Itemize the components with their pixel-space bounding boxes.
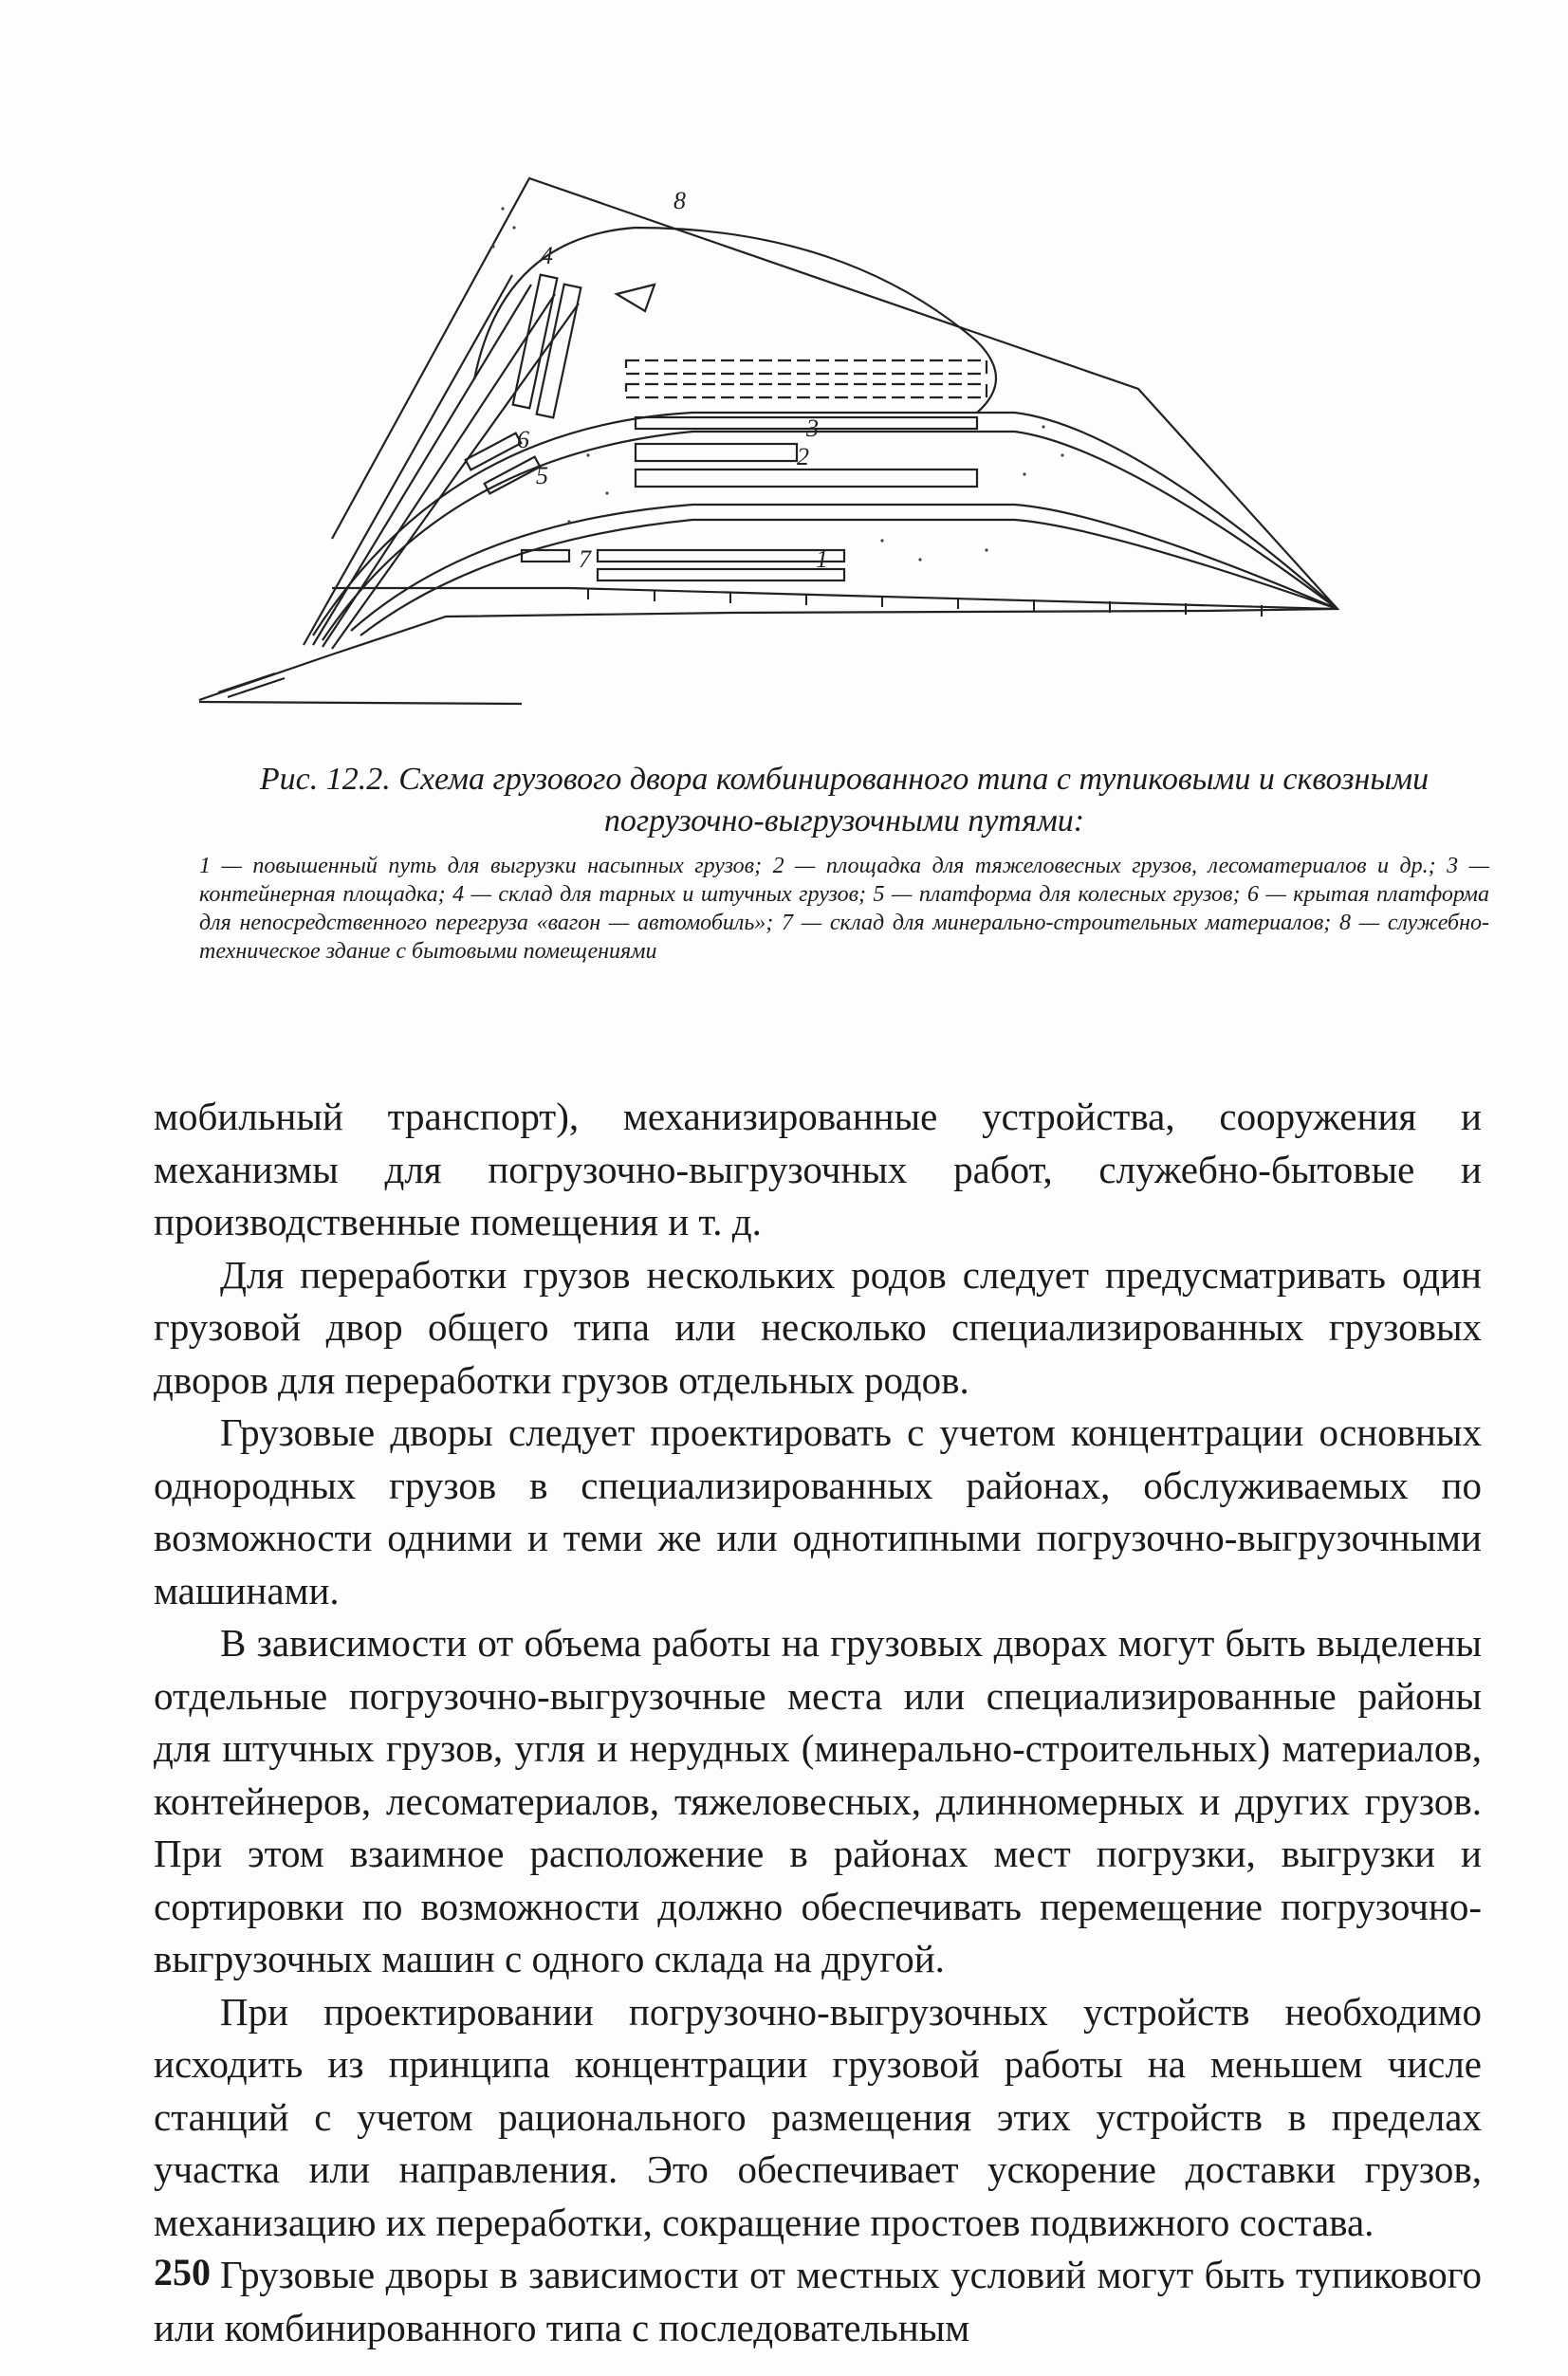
marker-8: 8 <box>673 187 686 214</box>
marker-7: 7 <box>579 545 591 573</box>
paragraph-1: мобильный транспорт), механизированные устройства, сооружения и механизмы для погрузочно-выгрузочных работ, служебно-бытовые и производственные помещения и т. д. <box>154 1095 1482 1243</box>
platform-2-a <box>636 444 797 461</box>
platform-2-b <box>636 470 977 487</box>
paragraph-5: При проектировании погрузочно-выгрузочных устройств необходимо исходить из принципа концентрации грузовой работы на меньшем числе станций с учетом рационального размещения этих устройств в пределах участка или направления. Это обеспечивает ускорение доставки грузов, механизацию их переработки, сокращение простоев подвижного состава. <box>154 1989 1482 2244</box>
figure-caption <box>194 759 1494 842</box>
figure-label: Рис. 12.2. <box>259 762 391 797</box>
paragraph-3: Грузовые дворы следует проектировать с учетом концентрации основных однородных грузов в специализированных районах, обслуживаемых по возможности одними и теми же или однотипными погрузочно-выгрузочными машинами. <box>154 1410 1482 1612</box>
paragraph-2: Для переработки грузов нескольких родов следует предусматривать один грузовой двор общего типа или несколько специализированных грузовых дворов для переработки грузов отдельных родов. <box>154 1252 1482 1402</box>
entry-track-hatch <box>218 673 285 697</box>
marker-2: 2 <box>797 443 809 470</box>
freight-yard-scheme <box>161 142 1470 711</box>
marker-5: 5 <box>536 462 548 489</box>
paragraph-4: В зависимости от объема работы на грузовых дворах могут быть выделены отдельные погрузочно-выгрузочные места или специализированные районы для штучных грузов, угля и нерудных (минерально-строительных) материалов, контейнеров, лесоматериалов, тяжеловесных, длинномерных и других грузов. При этом взаимное расположение в районах мест погрузки, выгрузки и сортировки по возможности должно обеспечивать перемещение погрузочно-выгрузочных машин с одного склада на другой. <box>154 1621 1482 1980</box>
loop-track-upper <box>313 413 1337 635</box>
freight-yard-diagram <box>161 142 1470 711</box>
body-text <box>154 1091 1482 2354</box>
warehouse-4-b <box>537 285 581 418</box>
figure-legend: 1 — повышенный путь для выгрузки насыпных грузов; 2 — площадка для тяжеловесных грузов, лесоматериалов и др.; 3 — контейнерная площадка; 4 — склад для тарных и штучных грузов; 5 — платформа для колесных грузов; 6 — крытая платформа для непосредственного перегруза «вагон — автомобиль»; 7 — склад для минерально-строительных материалов; 8 — служебно-техническое здание с бытовыми помещениями <box>199 854 1489 964</box>
siding-2 <box>313 285 531 645</box>
loop-track-lower-2 <box>360 520 1337 635</box>
elevated-track-1-b <box>598 569 844 580</box>
elevated-track-1 <box>598 550 844 562</box>
page-number: 250 <box>154 2251 211 2293</box>
container-area-dashed <box>626 360 987 374</box>
siding-3 <box>323 294 555 647</box>
yard-boundary <box>332 178 1337 609</box>
container-area-dashed-2 <box>626 384 987 397</box>
marker-3: 3 <box>806 414 819 442</box>
paragraph-6: Грузовые дворы в зависимости от местных условий могут быть тупикового или комбинированного типа с последовательным <box>154 2253 1482 2349</box>
marker-4: 4 <box>541 242 553 269</box>
service-building-8 <box>617 285 655 311</box>
marker-6: 6 <box>517 426 529 453</box>
bottom-track <box>199 702 522 704</box>
main-track <box>199 609 1337 700</box>
marker-1: 1 <box>816 545 828 573</box>
figure-title: Схема грузового двора комбинированного типа с тупиковыми и сквозными погрузочно-выгрузочными путями: <box>398 762 1430 838</box>
